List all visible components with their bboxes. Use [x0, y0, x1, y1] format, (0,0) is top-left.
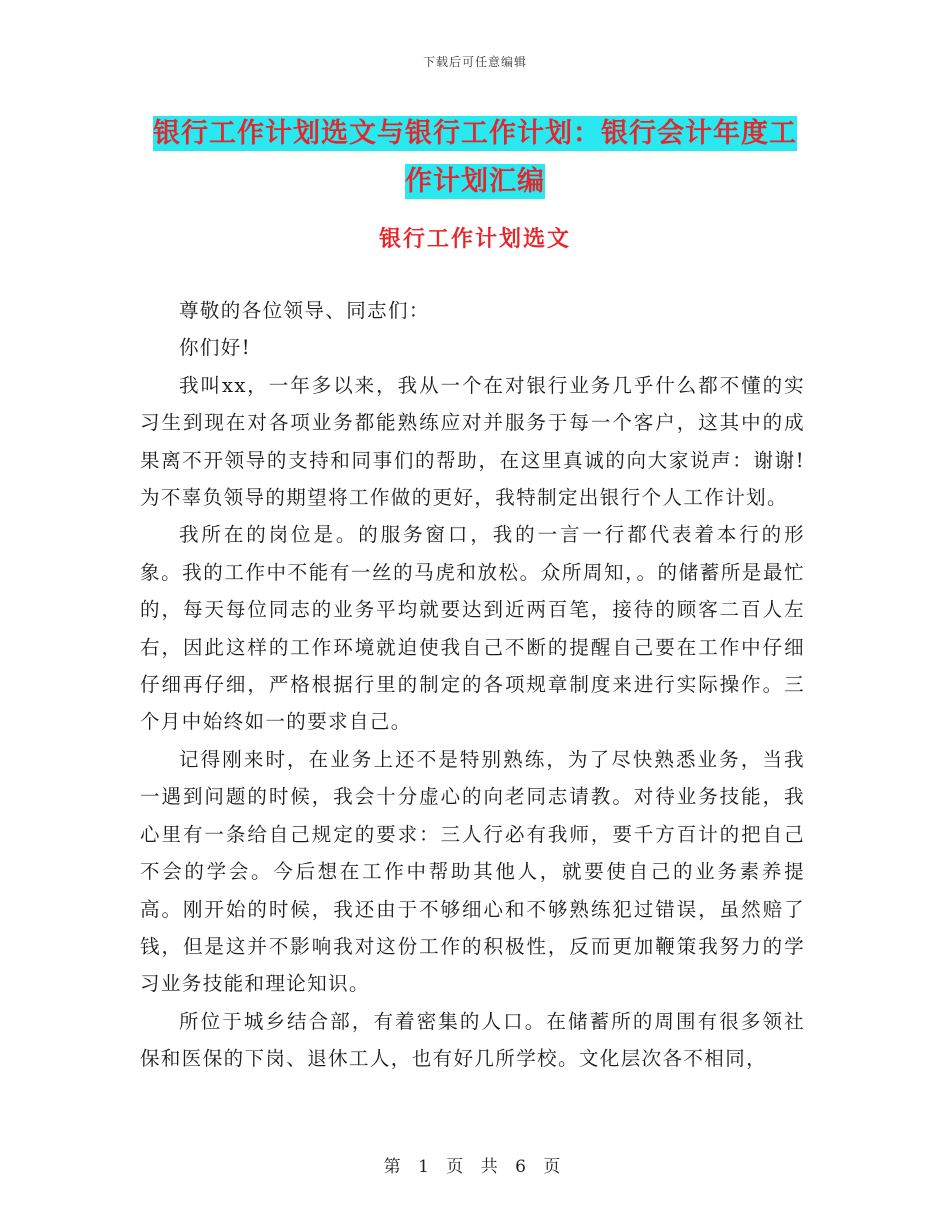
paragraph-learning: 记得刚来时，在业务上还不是特别熟练，为了尽快熟悉业务，当我一遇到问题的时候，我会十分虚心的向老同志请教。对待业务技能，我心里有一条给自己规定的要求：三人行必有我师，要千方百计的把自己不会的学会。今后想在工作中帮助其他人，就要使自己的业务素养提高。刚开始的时候，我还由于不够细心和不够熟练犯过错误，虽然赔了钱，但是这并不影响我对这份工作的积极性，反而更加鞭策我努力的学习业务技能和理论知识。: [140, 747, 805, 996]
document-title: [140, 110, 810, 206]
paragraph-location: 所位于城乡结合部，有着密集的人口。在储蓄所的周围有很多领社保和医保的下岗、退休工人，也有好几所学校。文化层次各不相同，: [140, 1009, 805, 1071]
paragraph-introduction: 我叫xx，一年多以来，我从一个在对银行业务几乎什么都不懂的实习生到现在对各项业务都能熟练应对并服务于每一个客户，这其中的成果离不开领导的支持和同事们的帮助，在这里真诚的向大家说声：谢谢!为不辜负领导的期望将工作做的更好，我特制定出银行个人工作计划。: [140, 373, 805, 510]
paragraph-salutation: 尊敬的各位领导、同志们：: [179, 299, 430, 322]
page-footer: 第 1 页 共 6 页: [383, 1157, 567, 1177]
document-title-line-1: 银行工作计划选文与银行工作计划：银行会计年度工: [153, 118, 797, 149]
document-title-line-2: 作计划汇编: [405, 166, 545, 197]
paragraph-position: 我所在的岗位是。的服务窗口，我的一言一行都代表着本行的形象。我的工作中不能有一丝的马虎和放松。众所周知，。的储蓄所是最忙的，每天每位同志的业务平均就要达到近两百笔，接待的顾客二百人左右，因此这样的工作环境就迫使我自己不断的提醒自己要在工作中仔细仔细再仔细，严格根据行里的制定的各项规章制度来进行实际操作。三个月中始终如一的要求自己。: [140, 523, 805, 734]
header-note: 下载后可任意编辑: [422, 55, 527, 69]
paragraph-greeting: 你们好!: [179, 336, 251, 360]
body-text: [140, 292, 805, 1078]
section-title: 银行工作计划选文: [378, 227, 571, 252]
